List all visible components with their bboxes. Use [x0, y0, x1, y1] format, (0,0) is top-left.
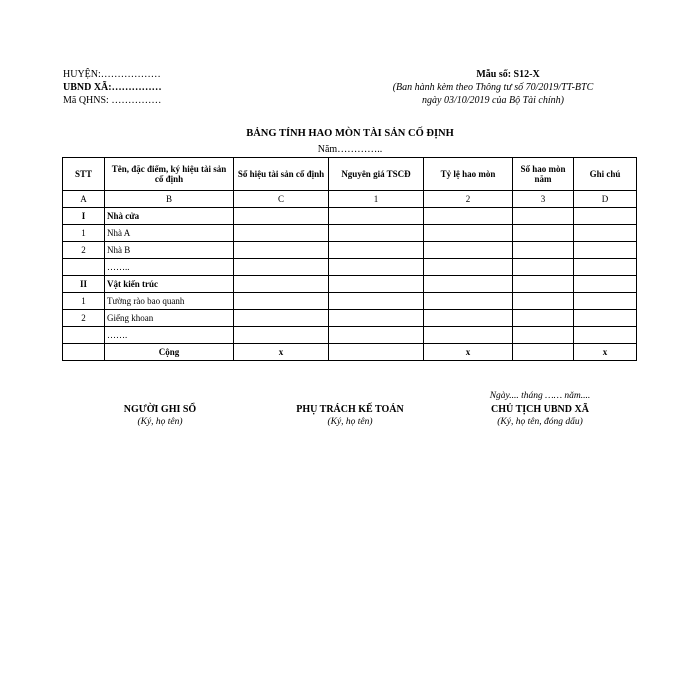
table-cell: [234, 259, 329, 276]
table-cell: [234, 208, 329, 225]
name-cell: …….: [105, 327, 234, 344]
table-cell: [424, 327, 513, 344]
year-line: Năm…………..: [317, 144, 383, 155]
name-cell: Giếng khoan: [105, 310, 234, 327]
signature-chairman: [460, 390, 620, 429]
total-cell: [63, 344, 105, 361]
table-cell: [574, 242, 637, 259]
table-cell: [574, 310, 637, 327]
table-cell: [234, 293, 329, 310]
col-header: Tên, đặc điểm, ký hiệu tài sản cố định: [105, 158, 234, 191]
name-cell: Vật kiến trúc: [105, 276, 234, 293]
table-cell: [574, 225, 637, 242]
table-row: [63, 225, 637, 242]
stt-cell: [63, 259, 105, 276]
table-cell: [513, 327, 574, 344]
code-cell: 3: [513, 191, 574, 208]
col-header: Nguyên giá TSCĐ: [329, 158, 424, 191]
name-cell: ……..: [105, 259, 234, 276]
table-cell: [234, 276, 329, 293]
date-line: Ngày.... tháng …… năm....: [489, 391, 591, 401]
table-cell: [574, 208, 637, 225]
table-row: [63, 276, 637, 293]
table-cell: [424, 259, 513, 276]
col-header: Số hiệu tài sản cố định: [234, 158, 329, 191]
code-cell: A: [63, 191, 105, 208]
chairman-role: CHỦ TỊCH UBND XÃ: [491, 404, 589, 415]
name-cell: Nhà cửa: [105, 208, 234, 225]
total-cell: [513, 344, 574, 361]
total-label: Cộng: [105, 344, 234, 361]
issued-line-1: (Ban hành kèm theo Thông tư số 70/2019/TT-BTC: [392, 82, 594, 93]
stt-cell: 1: [63, 225, 105, 242]
form-number: Mẫu số: S12-X: [476, 69, 540, 80]
header-right: [370, 68, 616, 107]
total-cell: x: [234, 344, 329, 361]
table-cell: [234, 310, 329, 327]
table-cell: [424, 310, 513, 327]
table-cell: [513, 276, 574, 293]
table-cell: [574, 293, 637, 310]
table-body: [63, 191, 637, 361]
table-cell: [574, 276, 637, 293]
code-cell: D: [574, 191, 637, 208]
table-row: [63, 327, 637, 344]
table-cell: [424, 293, 513, 310]
district-line: HUYỆN:………………: [63, 69, 161, 80]
table-cell: [329, 242, 424, 259]
name-cell: Nhà A: [105, 225, 234, 242]
total-cell: x: [574, 344, 637, 361]
table-cell: [513, 310, 574, 327]
table-cell: [329, 208, 424, 225]
table-row: [63, 293, 637, 310]
stt-cell: [63, 327, 105, 344]
table-cell: [513, 242, 574, 259]
recorder-note: (Ký, họ tên): [137, 417, 183, 427]
code-cell: 1: [329, 191, 424, 208]
header-left: [63, 68, 162, 107]
table-cell: [329, 293, 424, 310]
table-cell: [574, 327, 637, 344]
commune-line: UBND XÃ:……………: [63, 82, 162, 93]
recorder-role: NGƯỜI GHI SỔ: [123, 404, 197, 415]
budget-code-line: Mã QHNS: ……………: [63, 95, 162, 106]
table-row: [63, 310, 637, 327]
table-cell: [424, 208, 513, 225]
code-cell: 2: [424, 191, 513, 208]
table-cell: [513, 225, 574, 242]
table-row: [63, 242, 637, 259]
table-cell: [513, 293, 574, 310]
table-cell: [329, 225, 424, 242]
chairman-note: (Ký, họ tên, đóng dấu): [497, 417, 583, 427]
table-cell: [424, 242, 513, 259]
code-cell: B: [105, 191, 234, 208]
stt-cell: II: [63, 276, 105, 293]
table-cell: [424, 225, 513, 242]
table-cell: [329, 276, 424, 293]
code-row: [63, 191, 637, 208]
stt-cell: 1: [63, 293, 105, 310]
table-cell: [234, 225, 329, 242]
signature-recorder: [100, 403, 220, 429]
stt-cell: 2: [63, 310, 105, 327]
total-cell: [329, 344, 424, 361]
table-cell: [329, 259, 424, 276]
stt-cell: I: [63, 208, 105, 225]
table-cell: [513, 259, 574, 276]
col-header: STT: [63, 158, 105, 191]
col-header: Số hao mòn năm: [513, 158, 574, 191]
signature-accountant: [270, 403, 430, 429]
table-cell: [574, 259, 637, 276]
col-header: Ghi chú: [574, 158, 637, 191]
accountant-role: PHỤ TRÁCH KẾ TOÁN: [296, 404, 404, 415]
table-row: [63, 259, 637, 276]
total-cell: x: [424, 344, 513, 361]
depreciation-table: [62, 157, 637, 361]
table-row: [63, 208, 637, 225]
table-cell: [329, 327, 424, 344]
name-cell: Nhà B: [105, 242, 234, 259]
code-cell: C: [234, 191, 329, 208]
stt-cell: 2: [63, 242, 105, 259]
table-cell: [424, 276, 513, 293]
header-row: [63, 158, 637, 191]
table-cell: [234, 242, 329, 259]
table-cell: [329, 310, 424, 327]
name-cell: Tường rào bao quanh: [105, 293, 234, 310]
col-header: Tỷ lệ hao mòn: [424, 158, 513, 191]
issued-line-2: ngày 03/10/2019 của Bộ Tài chính): [422, 95, 564, 106]
table-cell: [513, 208, 574, 225]
accountant-note: (Ký, họ tên): [327, 417, 373, 427]
total-row: [63, 344, 637, 361]
document-title: BẢNG TÍNH HAO MÒN TÀI SẢN CỐ ĐỊNH: [246, 128, 454, 139]
table-cell: [234, 327, 329, 344]
